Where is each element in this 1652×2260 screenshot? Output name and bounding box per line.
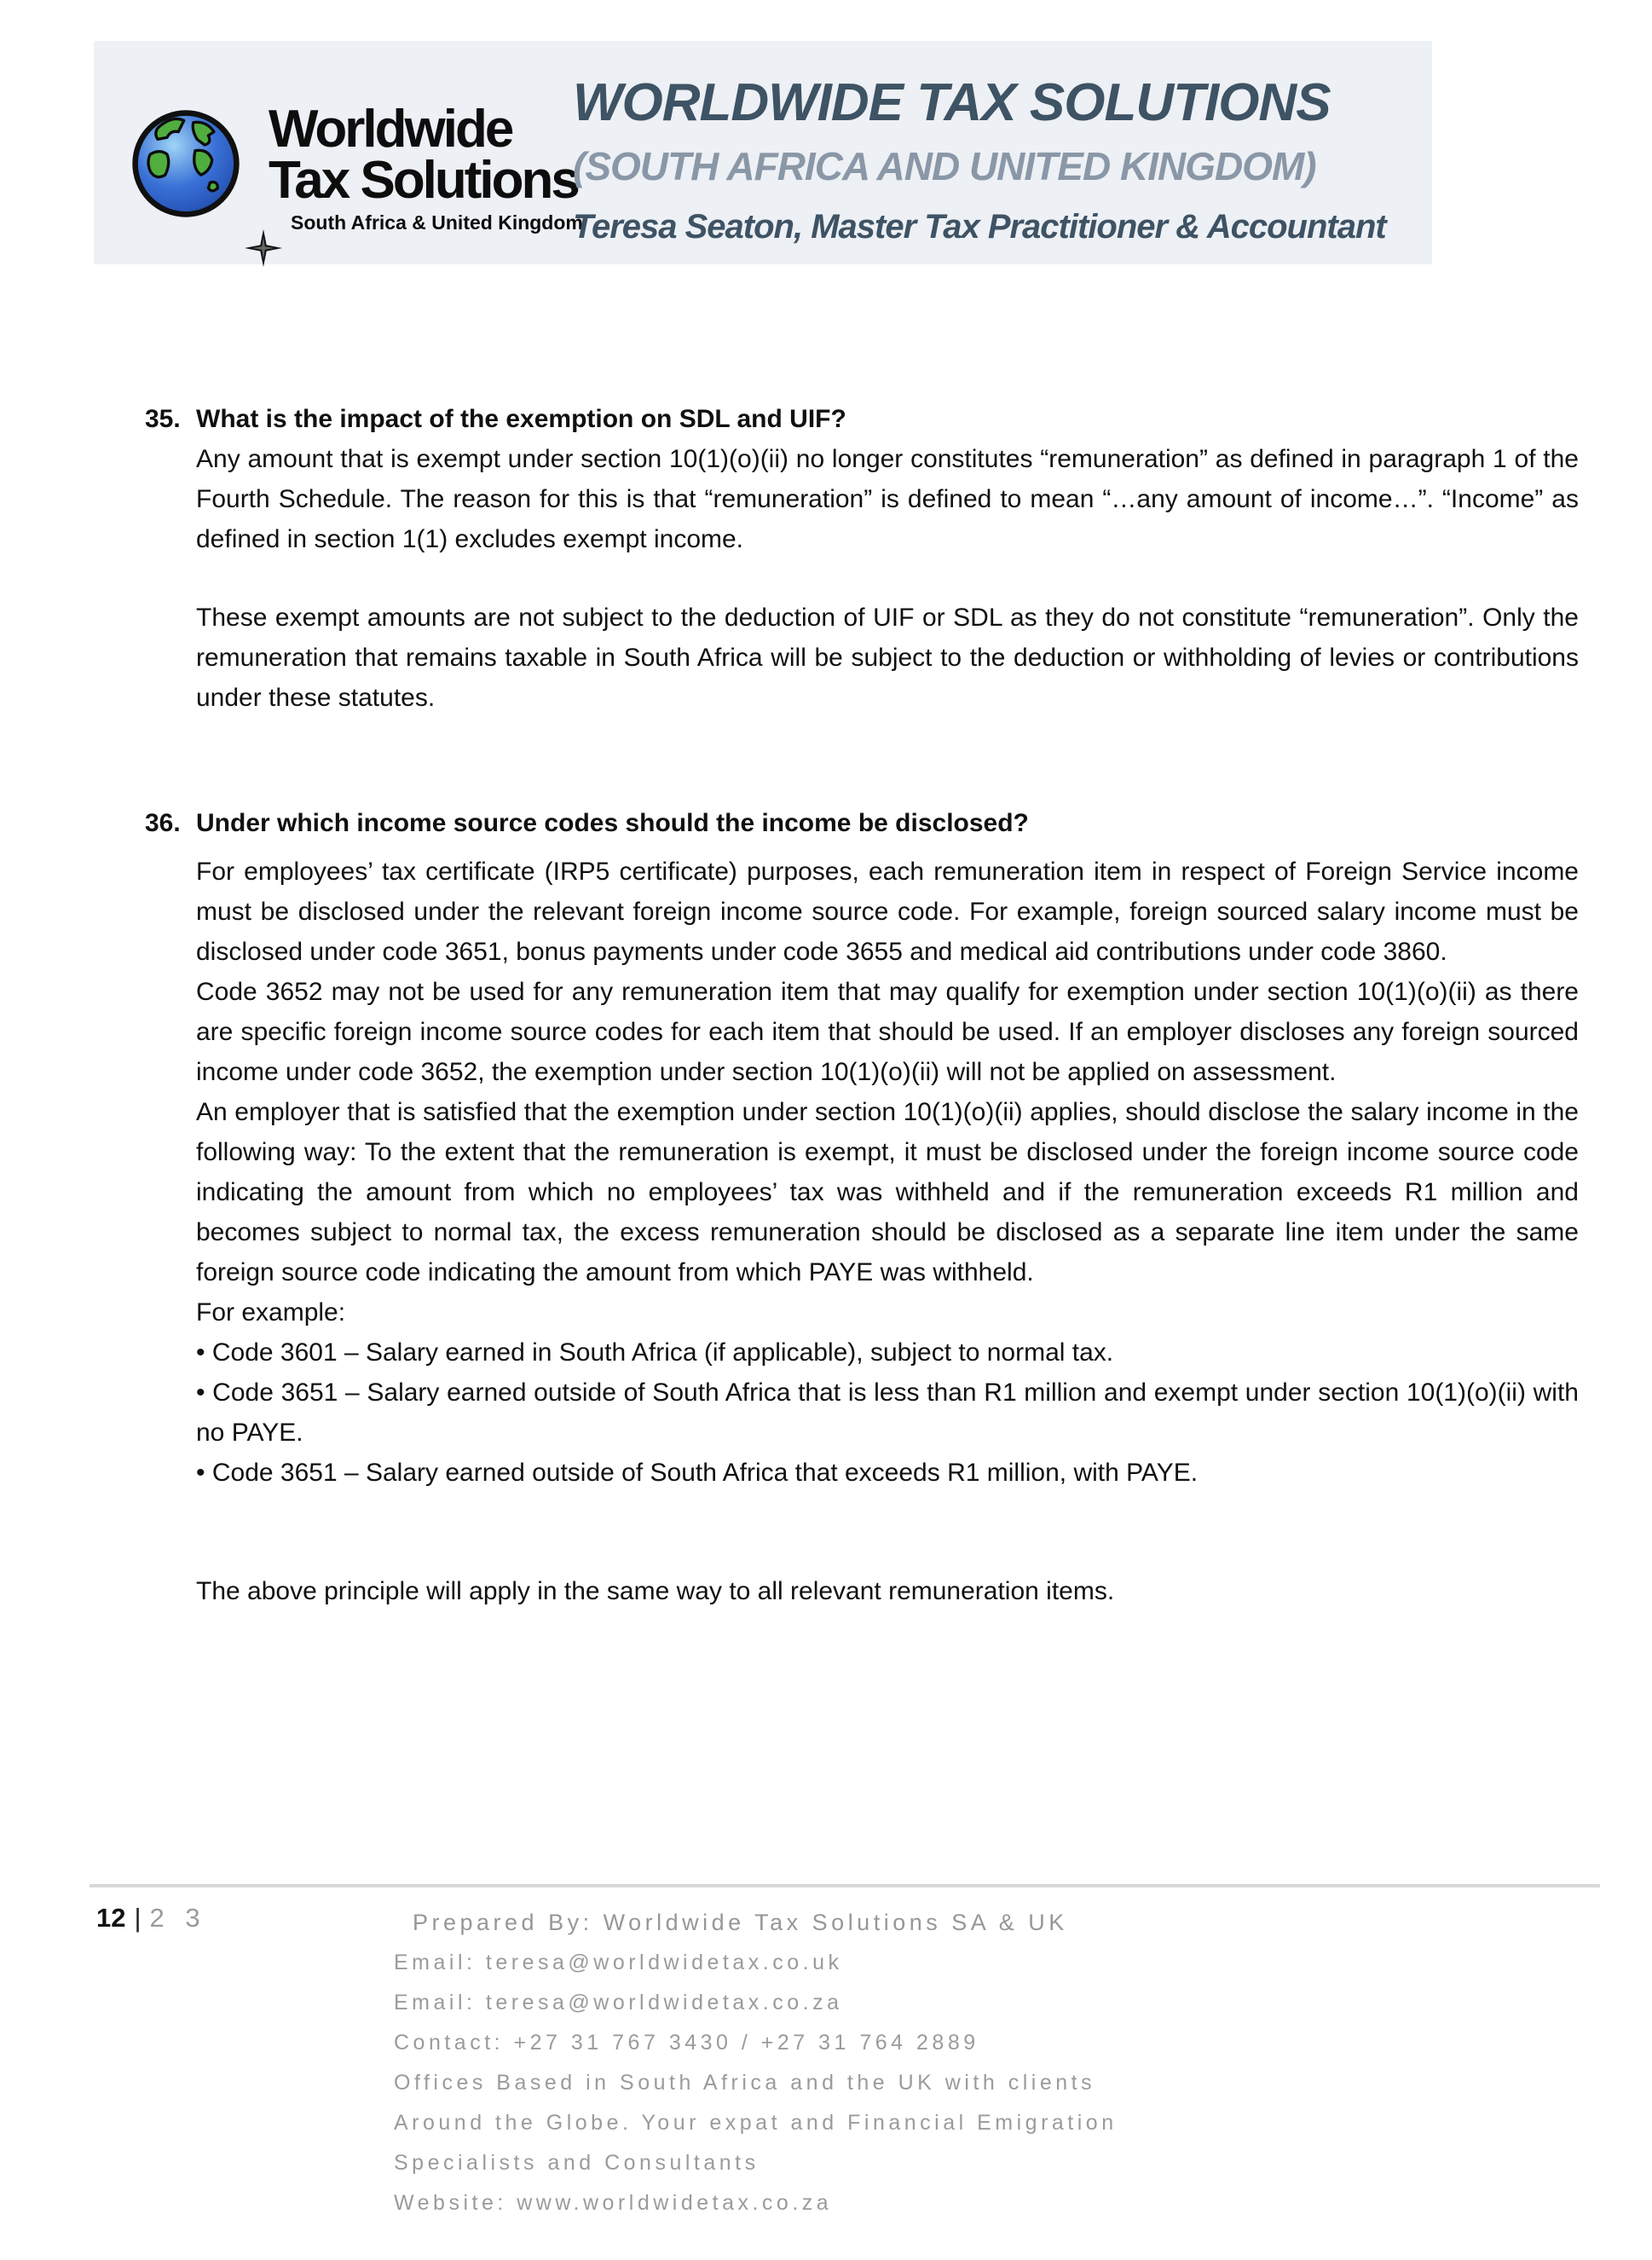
question-answer (196, 852, 1579, 1611)
email-za-line: Email: teresa@worldwidetax.co.za (394, 1991, 843, 2014)
globe-clients-line: Around the Globe. Your expat and Financial Emigration (394, 2111, 1118, 2135)
page-number-current: 12 (96, 1903, 126, 1933)
prepared-by-line: Prepared By: Worldwide Tax Solutions SA & UK (413, 1910, 1068, 1935)
paragraph: These exempt amounts are not subject to the deduction of UIF or SDL as they do not constitute “remuneration”. Only the remuneration that remains taxable in South Africa will be subject to the deduction or withholding of levies or contributions under these statutes. (196, 604, 1579, 712)
question-heading: What is the impact of the exemption on SDL and UIF? (196, 405, 846, 433)
offices-line: Offices Based in South Africa and the UK with clients (394, 2071, 1096, 2095)
paragraph: An employer that is satisfied that the exemption under section 10(1)(o)(ii) applies, should disclose the salary income in the following way: To the extent that the remuneration is exempt, it must be disclosed under the foreign income source code indicating the amount from which no employees’ tax was withheld and if the remuneration exceeds R1 million and becomes subject to normal tax, the excess remuneration should be disclosed as a separate line item under the same foreign source code indicating the amount from which PAYE was withheld. (196, 1098, 1579, 1286)
logo-wordmark (269, 100, 583, 234)
globe-icon (130, 107, 242, 220)
page-title: WORLDWIDE TAX SOLUTIONS (573, 73, 1331, 132)
company-logo (128, 100, 583, 263)
contact-phone-line: Contact: +27 31 767 3430 / +27 31 764 2889 (394, 2031, 979, 2055)
question-36 (145, 803, 1579, 1611)
paragraph: For example: (196, 1298, 346, 1327)
email-uk-line: Email: teresa@worldwidetax.co.uk (394, 1951, 843, 1974)
question-heading-row (145, 399, 1579, 439)
question-heading: Under which income source codes should the income be disclosed? (196, 809, 1029, 837)
specialists-line: Specialists and Consultants (394, 2151, 760, 2175)
question-35 (145, 399, 1579, 718)
logo-line-1: Worldwide (269, 100, 512, 159)
header-banner (94, 41, 1432, 264)
paragraph: Code 3652 may not be used for any remuneration item that may qualify for exemption under section 10(1)(o)(ii) as there are specific foreign income source codes for each item that should be used. If an employer discloses any foreign sourced income under code 3652, the exemption under section 10(1)(o)(ii) will not be applied on assessment. (196, 978, 1579, 1086)
page-number-separator: | (134, 1903, 142, 1933)
question-number: 36. (145, 809, 181, 837)
question-heading-row (145, 803, 1579, 843)
header-titles (573, 75, 1386, 246)
page-number (96, 1903, 207, 1933)
footer-divider (90, 1884, 1600, 1887)
logo-tagline: South Africa & United Kingdom (291, 211, 583, 234)
document-body (145, 399, 1579, 1611)
bullet-item: • Code 3601 – Salary earned in South Africa (if applicable), subject to normal tax. (196, 1338, 1114, 1367)
page-byline: Teresa Seaton, Master Tax Practitioner & Accountant (573, 208, 1386, 246)
paragraph: Any amount that is exempt under section 10(1)(o)(ii) no longer constitutes “remuneration” as defined in paragraph 1 of the Fourth Schedule. The reason for this is that “remuneration” is defined to mean “…any amount of income…”. “Income” as defined in section 1(1) excludes exempt income. (196, 445, 1579, 553)
website-line: Website: www.worldwidetax.co.za (394, 2191, 833, 2215)
bullet-item: • Code 3651 – Salary earned outside of South Africa that exceeds R1 million, with PAYE. (196, 1459, 1199, 1487)
footer-contact-block (394, 1903, 1118, 2223)
page-number-total: 2 3 (149, 1903, 207, 1933)
logo-line-2: Tax Solutions (269, 151, 578, 210)
question-number: 35. (145, 405, 181, 433)
closing-paragraph: The above principle will apply in the same way to all relevant remuneration items. (196, 1577, 1115, 1605)
page-subtitle: (SOUTH AFRICA AND UNITED KINGDOM) (573, 144, 1316, 188)
paragraph: For employees’ tax certificate (IRP5 certificate) purposes, each remuneration item in respect of Foreign Service income must be disclosed under the relevant foreign income source code. For example, foreign sourced salary income must be disclosed under code 3651, bonus payments under code 3655 and medical aid contributions under code 3860. (196, 858, 1579, 966)
question-answer (196, 439, 1579, 718)
bullet-item: • Code 3651 – Salary earned outside of South Africa that is less than R1 million and exempt under section 10(1)(o)(ii) with no PAYE. (196, 1379, 1579, 1447)
